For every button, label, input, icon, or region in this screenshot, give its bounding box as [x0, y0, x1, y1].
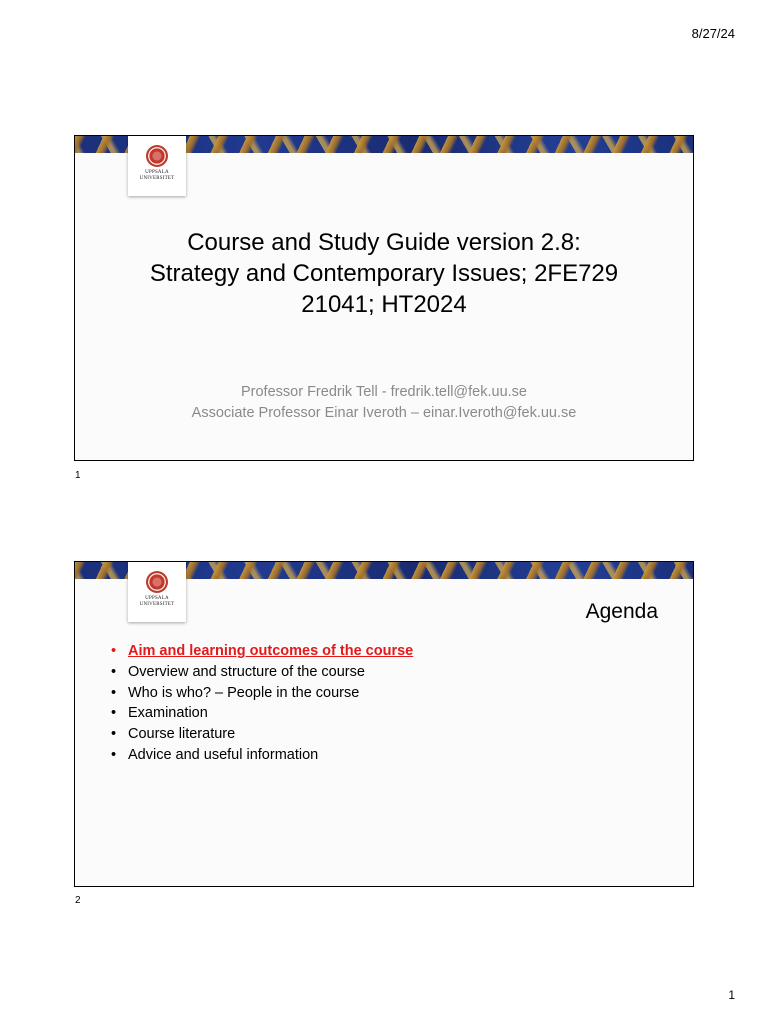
slide-2-agenda: [74, 561, 694, 887]
author-line: Associate Professor Einar Iveroth – einar.Iveroth@fek.uu.se: [191, 405, 577, 421]
logo-wordmark: UPPSALA UNIVERSITET: [139, 170, 175, 181]
slide-title: [95, 227, 673, 320]
page-number: 1: [728, 988, 735, 1002]
agenda-item-examination: [111, 703, 413, 724]
slide-authors: [95, 382, 673, 424]
author-line: Professor Fredrik Tell - fredrik.tell@fek.uu.se: [240, 384, 527, 400]
slide-1-title: [74, 135, 694, 461]
agenda-item-label: Course literature: [128, 726, 236, 743]
title-line: Course and Study Guide version 2.8:: [187, 229, 581, 256]
agenda-heading: Agenda: [585, 600, 658, 623]
agenda-item-label: Advice and useful information: [128, 746, 319, 763]
university-logo: [128, 562, 186, 622]
agenda-item-label: Aim and learning outcomes of the course: [128, 643, 414, 659]
university-seal-icon: [146, 145, 168, 167]
agenda-item-literature: [111, 724, 413, 745]
agenda-item-aim: [111, 641, 413, 662]
agenda-item-people: [111, 683, 413, 704]
bullet-icon: •: [111, 746, 117, 763]
logo-wordmark: UPPSALA UNIVERSITET: [139, 596, 175, 607]
bullet-icon: •: [111, 726, 117, 743]
agenda-item-label: Who is who? – People in the course: [128, 684, 360, 701]
bullet-icon: •: [111, 643, 117, 659]
title-line: 21041; HT2024: [301, 291, 467, 318]
university-logo: [128, 136, 186, 196]
title-line: Strategy and Contemporary Issues; 2FE729: [149, 260, 619, 287]
agenda-item-label: Overview and structure of the course: [128, 663, 365, 680]
slide-number: 2: [75, 895, 81, 906]
bullet-icon: •: [111, 684, 117, 701]
agenda-item-overview: [111, 662, 413, 683]
slide-number: 1: [75, 470, 81, 481]
university-seal-icon: [146, 571, 168, 593]
bullet-icon: •: [111, 663, 117, 680]
bullet-icon: •: [111, 705, 117, 722]
agenda-item-advice: [111, 745, 413, 766]
agenda-item-label: Examination: [128, 705, 208, 722]
page-date: 8/27/24: [691, 26, 735, 41]
agenda-list: [111, 641, 413, 766]
